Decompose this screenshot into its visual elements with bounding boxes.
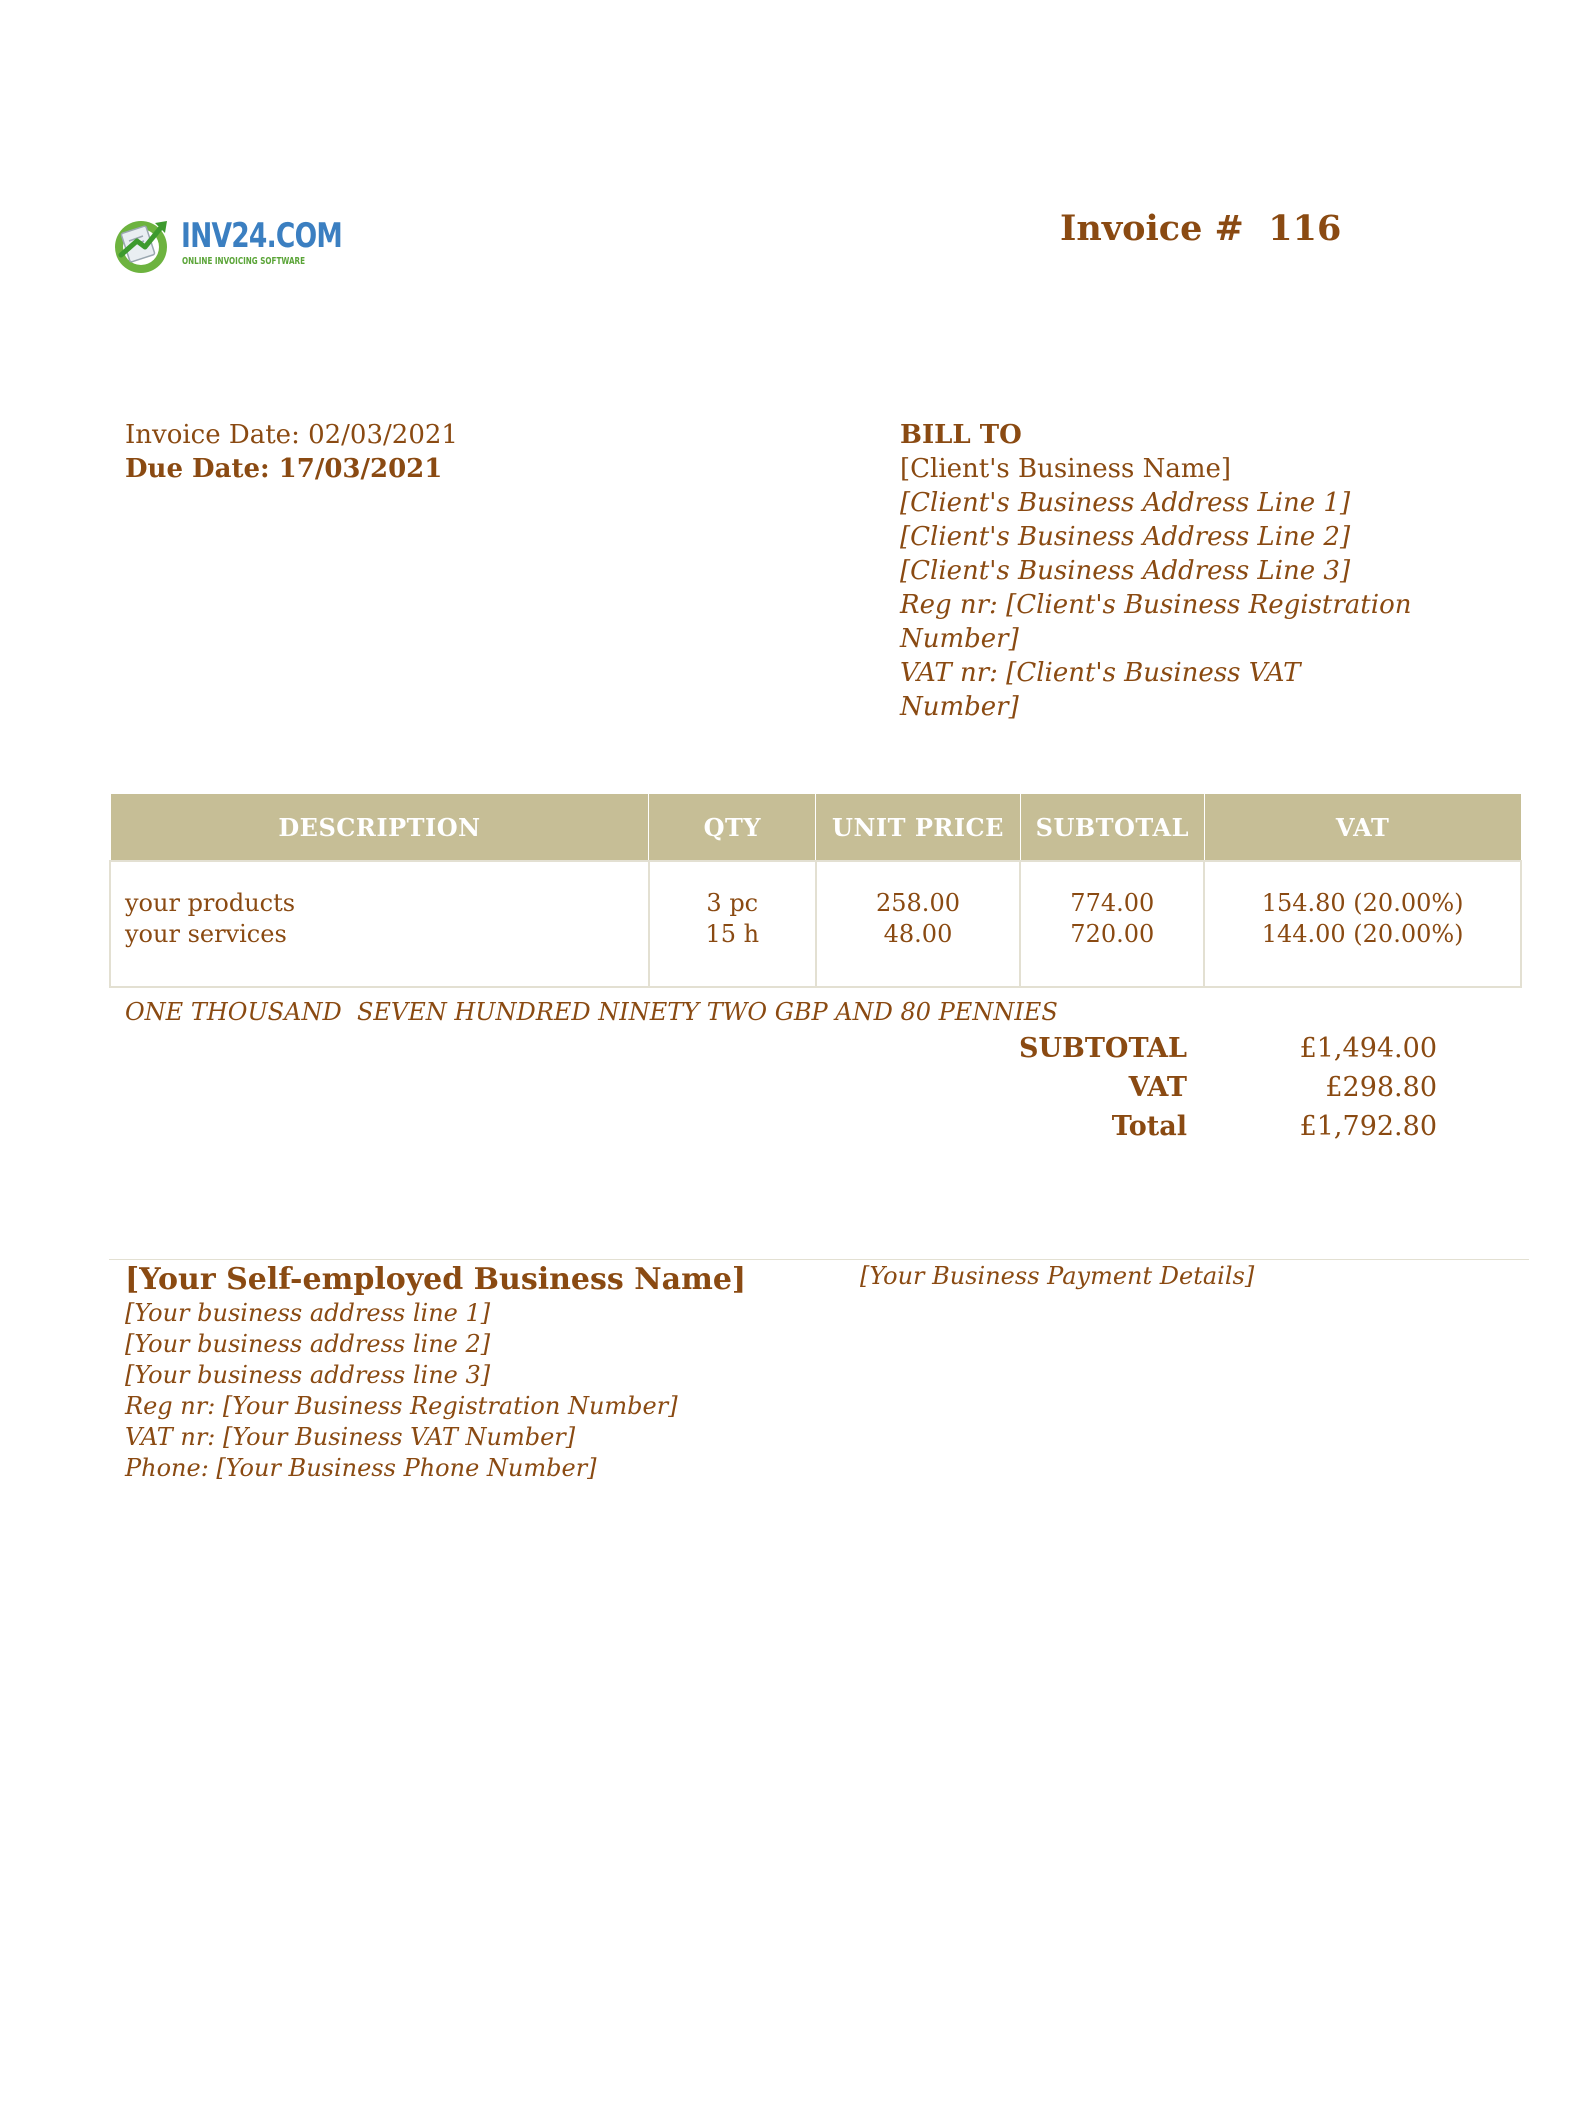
item-vat: 144.00 (20.00%) [1261,920,1464,948]
item-description: your products [125,889,296,917]
client-reg-number: Reg nr: [Client's Business Registration [900,590,1412,620]
client-address-line-1: [Client's Business Address Line 1] [900,488,1351,518]
item-qty: 3 pc [706,889,759,917]
grand-total-label: Total [1111,1111,1187,1142]
item-subtotal: 720.00 [1070,920,1155,948]
payment-details: [Your Business Payment Details] [860,1262,1255,1290]
item-subtotal: 774.00 [1070,889,1155,917]
column-header-subtotal: SUBTOTAL [1020,794,1204,862]
qty-cell [649,861,816,987]
seller-vat-number: VAT nr: [Your Business VAT Number] [125,1423,576,1451]
item-unit-price: 258.00 [876,889,960,917]
unit-price-cell [816,861,1021,987]
logo-brand-text: INV24.COM [181,216,342,256]
grand-total-value: £1,792.80 [1299,1111,1437,1142]
seller-details [125,1298,678,1484]
client-vat-number: VAT nr: [Client's Business VAT Number] [900,658,1301,722]
column-header-vat: VAT [1204,794,1521,862]
client-name: [Client's Business Name] [900,454,1232,484]
seller-address-line-3: [Your business address line 3] [125,1361,491,1389]
vat-total-value: £298.80 [1325,1072,1437,1103]
column-header-unit-price: UNIT PRICE [816,794,1021,862]
column-header-description: DESCRIPTION [110,794,649,862]
seller-phone: Phone: [Your Business Phone Number] [125,1454,597,1482]
seller-address-line-2: [Your business address line 2] [125,1330,491,1358]
client-reg-number-cont: Number] [900,624,1019,654]
vat-cell [1204,861,1521,987]
line-items-table [109,793,1522,988]
column-header-qty: QTY [649,794,816,862]
amount-in-words: ONE THOUSAND SEVEN HUNDRED NINETY TWO GBP AND 80 PENNIES [125,998,1058,1026]
bill-to-block [900,418,1420,724]
vat-total-label: VAT [1128,1072,1187,1103]
company-logo [111,207,342,277]
subtotal-label: SUBTOTAL [1018,1033,1187,1064]
checkmark-arrow-logo-icon [111,211,175,275]
item-unit-price: 48.00 [883,920,953,948]
subtotal-value: £1,494.00 [1299,1033,1437,1064]
invoice-date: Invoice Date: 02/03/2021 [125,420,458,450]
item-vat: 154.80 (20.00%) [1261,889,1464,917]
item-description: your services [125,920,287,948]
bill-to-heading: BILL TO [900,420,1022,450]
logo-tagline: ONLINE INVOICING SOFTWARE [182,256,306,267]
due-date: Due Date: 17/03/2021 [125,454,443,484]
subtotal-cell [1020,861,1204,987]
table-header-row [110,794,1521,862]
item-qty: 15 h [705,920,760,948]
seller-reg-number: Reg nr: [Your Business Registration Number] [125,1392,678,1420]
client-address-line-3: [Client's Business Address Line 3] [900,556,1351,586]
description-cell [110,861,649,987]
table-row [110,861,1521,987]
seller-address-line-1: [Your business address line 1] [125,1299,491,1327]
footer-divider [109,1259,1529,1260]
client-address-line-2: [Client's Business Address Line 2] [900,522,1351,552]
invoice-number-title: Invoice # 116 [1060,208,1342,249]
seller-business-name: [Your Self-employed Business Name] [125,1262,747,1297]
